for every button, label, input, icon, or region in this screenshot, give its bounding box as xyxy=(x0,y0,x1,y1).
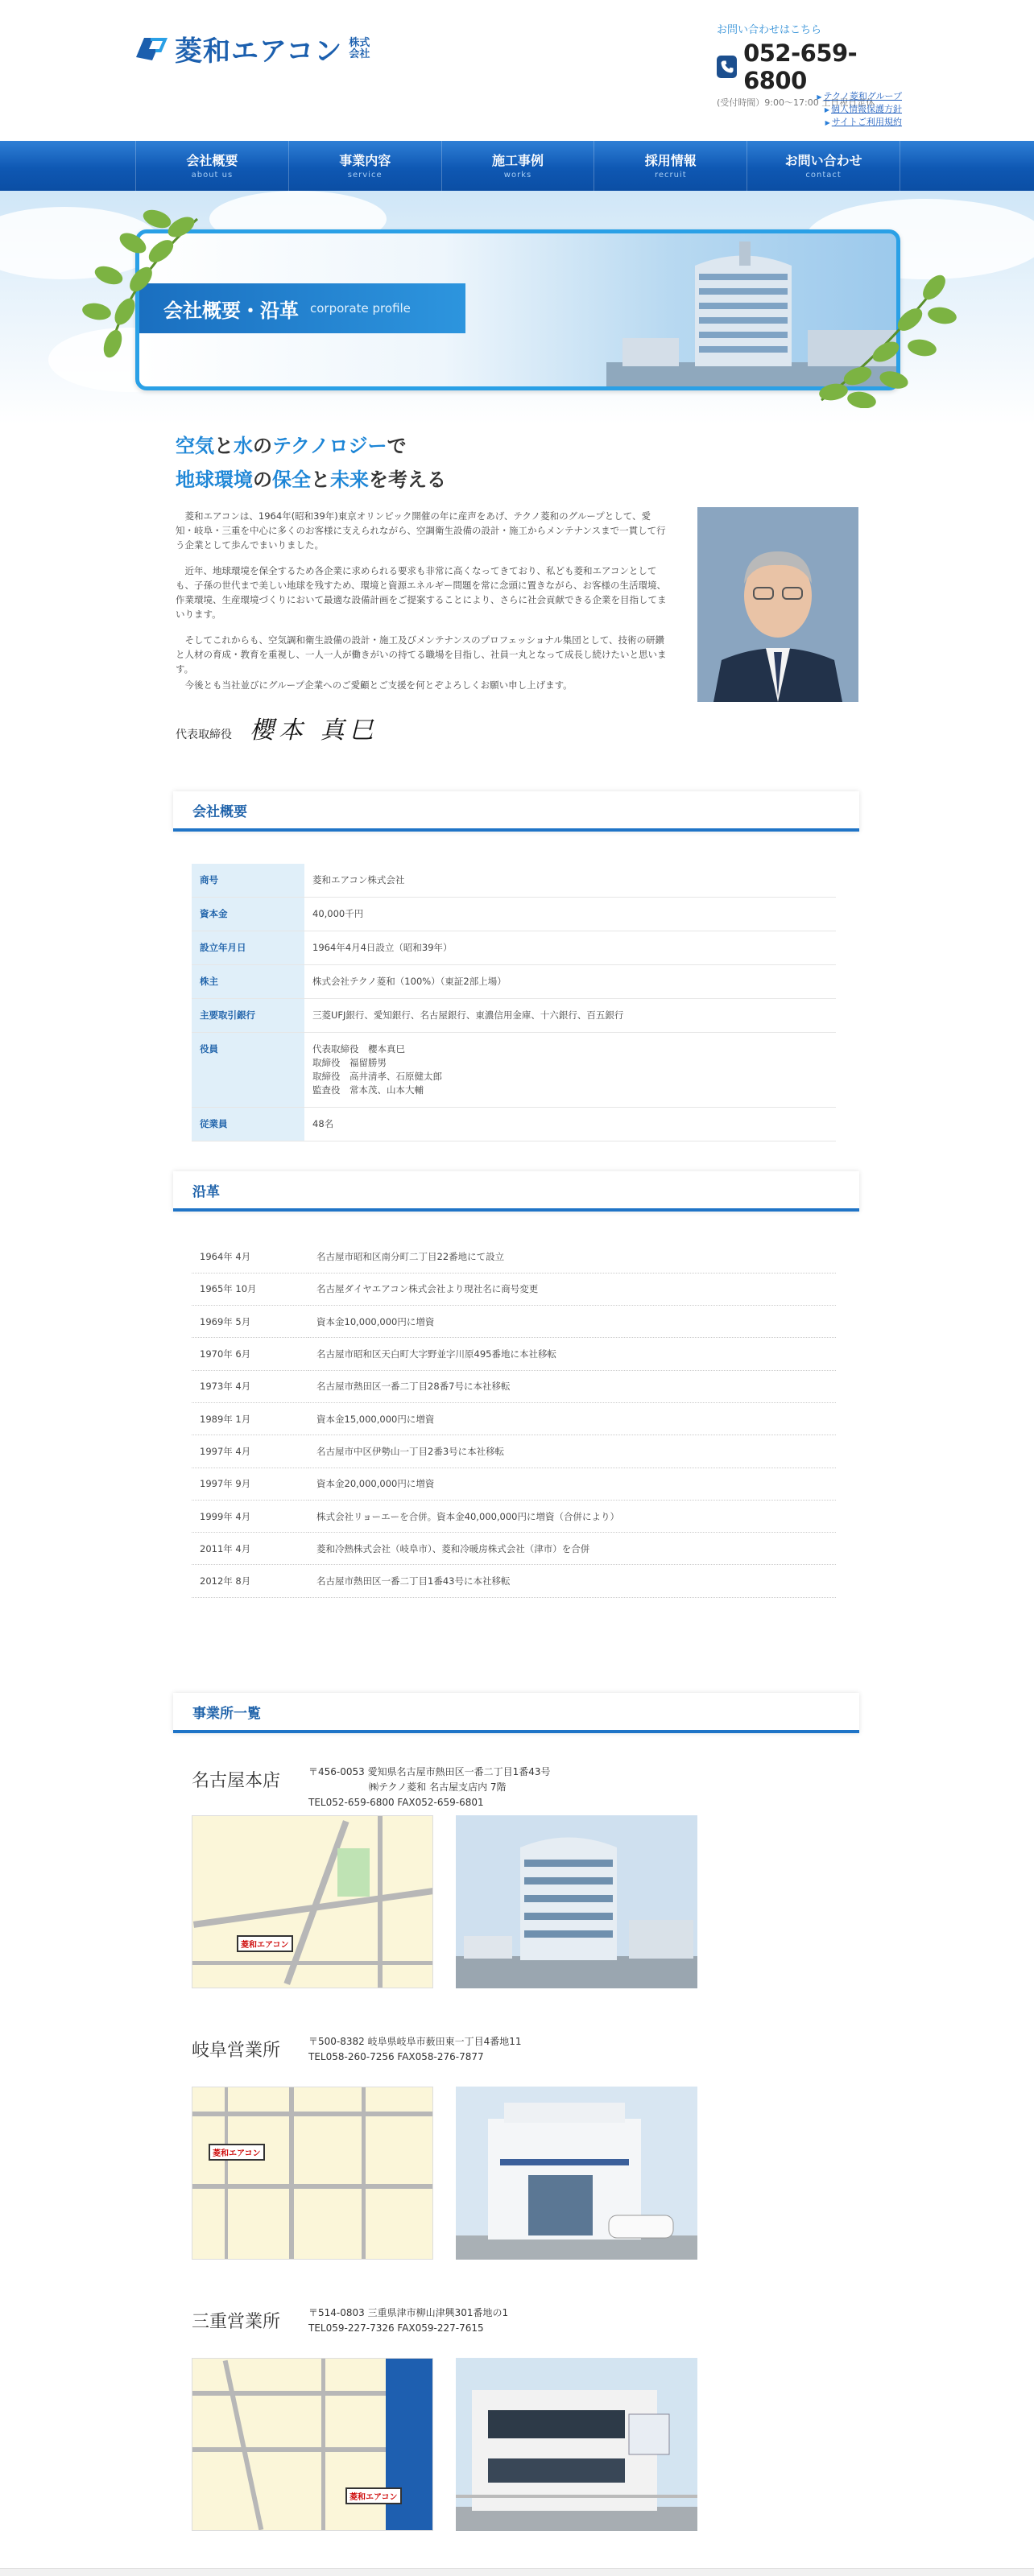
history-event: 名古屋市熱田区一番二丁目28番7号に本社移転 xyxy=(308,1370,836,1402)
history-event: 名古屋市昭和区天白町大字野並字川原495番地に本社移転 xyxy=(308,1338,836,1370)
section-heading-history xyxy=(173,1171,859,1212)
section-title: 会社概要 xyxy=(192,803,247,820)
history-date: 2011年 4月 xyxy=(192,1533,308,1565)
section-title: 事業所一覧 xyxy=(192,1705,261,1722)
table-row xyxy=(192,1338,836,1370)
hero-frame xyxy=(135,229,900,390)
heading-word: を考える xyxy=(369,469,446,491)
profile-value: 1964年4月4日設立（昭和39年） xyxy=(304,931,836,965)
profile-value: 代表取締役 櫻本真巳 取締役 福留勝男 取締役 高井清孝、石原健太郎 監査役 常本茂、山本大輔 xyxy=(304,1033,836,1108)
history-event: 資本金15,000,000円に増資 xyxy=(308,1402,836,1435)
profile-value: 菱和エアコン株式会社 xyxy=(304,864,836,898)
history-date: 2012年 8月 xyxy=(192,1565,308,1597)
global-nav xyxy=(0,141,1034,191)
office-tel: TEL059-227-7326 FAX059-227-7615 xyxy=(308,2322,484,2334)
office-map[interactable] xyxy=(192,2087,433,2260)
heading-word: 未来 xyxy=(330,469,369,491)
profile-value: 三菱UFJ銀行、愛知銀行、名古屋銀行、東濃信用金庫、十六銀行、百五銀行 xyxy=(304,999,836,1033)
nav-label: 施工事例 xyxy=(491,153,544,168)
contact-heading: お問い合わせはこちら xyxy=(717,24,822,36)
intro-message xyxy=(176,509,668,704)
table-row xyxy=(192,1565,836,1597)
office-address-line: 〒514-0803 三重県津市柳山津興301番地の1 xyxy=(308,2307,509,2318)
profile-label: 従業員 xyxy=(192,1108,304,1141)
office-address xyxy=(308,2306,508,2336)
office-name: 名古屋本店 xyxy=(192,1771,281,1791)
nav-sub: recruit xyxy=(654,171,687,180)
profile-label: 主要取引銀行 xyxy=(192,999,304,1033)
heading-word: テクノロジー xyxy=(272,435,387,457)
nav-sub: works xyxy=(503,171,532,180)
history-date: 1970年 6月 xyxy=(192,1338,308,1370)
link-terms-of-use[interactable]: ▶ サイトご利用規約 xyxy=(797,116,902,129)
page-title-en: corporate profile xyxy=(310,301,411,316)
nav-sub: about us xyxy=(191,171,234,180)
history-event: 株式会社リョーエーを合併。資本金40,000,000円に増資（合併により） xyxy=(308,1500,836,1532)
profile-label: 商号 xyxy=(192,864,304,898)
office-address xyxy=(308,2034,522,2065)
profile-label: 役員 xyxy=(192,1033,304,1108)
footer-bar xyxy=(0,2568,1034,2576)
heading-word: 水 xyxy=(234,435,253,457)
table-row xyxy=(192,1370,836,1402)
nav-item-about[interactable] xyxy=(135,141,288,191)
table-row xyxy=(192,1533,836,1565)
heading-word: の xyxy=(253,435,272,457)
intro-paragraph: そしてこれからも、空気調和衛生設備の設計・施工及びメンテナンスのプロフェッショナル集団として、技術の研鑽と人材の育成・教育を重視し、一人一人が働きがいの持てる職場を目指し、社員一丸となって成長し続けたいと思います。 xyxy=(176,634,667,675)
history-date: 1999年 4月 xyxy=(192,1500,308,1532)
phone-icon xyxy=(717,56,737,78)
heading-word: 空気 xyxy=(176,435,214,457)
office-address-line: 〒456-0053 愛知県名古屋市熱田区一番二丁目1番43号 xyxy=(308,1766,551,1777)
office-tel: TEL058-260-7256 FAX058-276-7877 xyxy=(308,2051,484,2062)
page-title: 会社概要・沿革 xyxy=(163,299,299,322)
table-row xyxy=(192,1273,836,1305)
president-photo xyxy=(697,507,858,702)
office-photo xyxy=(456,1815,697,1988)
section-heading-offices xyxy=(173,1693,859,1733)
heading-word: と xyxy=(311,469,330,491)
phone-row xyxy=(717,39,902,94)
table-row xyxy=(192,1500,836,1532)
history-table xyxy=(192,1241,836,1598)
phone-number[interactable]: 052-659-6800 xyxy=(743,39,858,94)
history-date: 1964年 4月 xyxy=(192,1241,308,1273)
signature-title: 代表取締役 xyxy=(176,729,232,741)
history-event: 菱和冷熱株式会社（岐阜市）、菱和冷暖房株式会社（津市）を合併 xyxy=(308,1533,836,1565)
intro-paragraph: 近年、地球環境を保全するため各企業に求められる要求も非常に高くなってきており、私ども菱和エアコンとしても、子孫の世代まで美しい地球を残すため、環境と資源エネルギー問題を常に念頭に置きながら、お客様の生活環境、作業環境、生産環境づくりにおいて最適な設備計画をご提案することにより、さらに社会貢献できる企業を目指してまいります。 xyxy=(176,565,667,620)
profile-value: 48名 xyxy=(304,1108,836,1141)
profile-label: 株主 xyxy=(192,965,304,999)
heading-word: 地球環境 xyxy=(176,469,253,491)
table-row xyxy=(192,1468,836,1500)
hero-banner xyxy=(0,191,1034,424)
history-event: 資本金20,000,000円に増資 xyxy=(308,1468,836,1500)
office-photo xyxy=(456,2358,697,2531)
section-title: 沿革 xyxy=(192,1183,220,1200)
heading-word: の xyxy=(253,469,272,491)
nav-label: 採用情報 xyxy=(644,153,697,168)
map-marker-label: 菱和エアコン xyxy=(345,2487,402,2504)
nav-label: お問い合わせ xyxy=(784,153,862,168)
intro-paragraph: 今後とも当社並びにグループ企業へのご愛顧とご支援を何とぞよろしくお願い申し上げます。 xyxy=(184,679,573,691)
profile-value: 40,000千円 xyxy=(304,898,836,931)
office-address xyxy=(308,1765,551,1810)
table-row xyxy=(192,898,836,931)
logo-mark-icon xyxy=(133,33,168,65)
office-map[interactable] xyxy=(192,1815,433,1988)
map-marker-label: 菱和エアコン xyxy=(209,2144,265,2161)
leaf-right-icon xyxy=(813,263,958,408)
intro-paragraph: 菱和エアコンは、1964年(昭和39年)東京オリンピック開催の年に産声をあげ、テクノ菱和のグループとして、愛知・岐阜・三重を中心に多くのお客様に支えられながら、空調衛生設備の設計・施工からメンテナンスまで一貫して行う企業として歩んでまいりました。 xyxy=(176,510,666,551)
office-address-line: 〒500-8382 岐阜県岐阜市薮田東一丁目4番地11 xyxy=(308,2036,522,2047)
nav-item-service[interactable] xyxy=(288,141,441,191)
office-tel: TEL052-659-6800 FAX052-659-6801 xyxy=(308,1797,484,1808)
table-row xyxy=(192,1241,836,1273)
link-group[interactable]: ▶ テクノ菱和グループ xyxy=(797,90,902,103)
nav-label: 事業内容 xyxy=(339,153,391,168)
signature-name: 櫻本 真巳 xyxy=(250,716,378,745)
office-name: 岐阜営業所 xyxy=(192,2041,281,2061)
table-row xyxy=(192,1435,836,1468)
history-date: 1989年 1月 xyxy=(192,1402,308,1435)
link-privacy-policy[interactable]: ▶ 個人情報保護方針 xyxy=(797,103,902,116)
business-hours: (受付時間）9:00〜17:00 土日祝日定休 xyxy=(717,97,875,108)
history-date: 1973年 4月 xyxy=(192,1370,308,1402)
heading-word: で xyxy=(387,435,407,457)
section-heading-profile xyxy=(173,791,859,832)
header-links xyxy=(797,90,902,129)
history-date: 1969年 5月 xyxy=(192,1306,308,1338)
profile-label: 設立年月日 xyxy=(192,931,304,965)
heading-word: 保全 xyxy=(272,469,311,491)
office-map[interactable] xyxy=(192,2358,433,2531)
history-event: 名古屋ダイヤエアコン株式会社より現社名に商号変更 xyxy=(308,1273,836,1305)
profile-label: 資本金 xyxy=(192,898,304,931)
table-row xyxy=(192,1108,836,1141)
nav-item-recruit[interactable] xyxy=(594,141,747,191)
office-name: 三重営業所 xyxy=(192,2312,281,2332)
intro-heading xyxy=(176,429,707,497)
table-row xyxy=(192,1033,836,1108)
history-event: 名古屋市熱田区一番二丁目1番43号に本社移転 xyxy=(308,1565,836,1597)
table-row xyxy=(192,999,836,1033)
nav-item-contact[interactable] xyxy=(747,141,900,191)
signature xyxy=(176,710,378,745)
office-nagoya xyxy=(192,1767,836,1992)
profile-table xyxy=(192,864,836,1141)
nav-sub: contact xyxy=(805,171,842,180)
table-row xyxy=(192,1402,836,1435)
nav-label: 会社概要 xyxy=(186,153,238,168)
logo-suffix: 株式会社 xyxy=(349,36,370,60)
history-date: 1965年 10月 xyxy=(192,1273,308,1305)
office-gifu xyxy=(192,2037,836,2262)
table-row xyxy=(192,965,836,999)
company-logo[interactable] xyxy=(133,29,373,68)
table-row xyxy=(192,864,836,898)
nav-sub: service xyxy=(347,171,383,180)
history-event: 名古屋市昭和区南分町二丁目22番地にて設立 xyxy=(308,1241,836,1273)
office-address-line: ㈱テクノ菱和 名古屋支店内 7階 xyxy=(369,1781,507,1793)
map-marker-label: 菱和エアコン xyxy=(237,1935,293,1952)
history-event: 名古屋市中区伊勢山一丁目2番3号に本社移転 xyxy=(308,1435,836,1468)
history-date: 1997年 4月 xyxy=(192,1435,308,1468)
site-header xyxy=(0,0,1034,141)
nav-item-works[interactable] xyxy=(441,141,594,191)
logo-text: 菱和エアコン xyxy=(175,35,343,68)
intro-heading-line1 xyxy=(176,429,707,463)
table-row xyxy=(192,931,836,965)
intro-heading-line2 xyxy=(176,463,707,497)
office-mie xyxy=(192,2308,836,2541)
heading-word: と xyxy=(214,435,234,457)
history-date: 1997年 9月 xyxy=(192,1468,308,1500)
history-event: 資本金10,000,000円に増資 xyxy=(308,1306,836,1338)
leaf-left-icon xyxy=(77,203,213,364)
profile-value: 株式会社テクノ菱和（100%）（東証2部上場） xyxy=(304,965,836,999)
table-row xyxy=(192,1306,836,1338)
office-photo xyxy=(456,2087,697,2260)
